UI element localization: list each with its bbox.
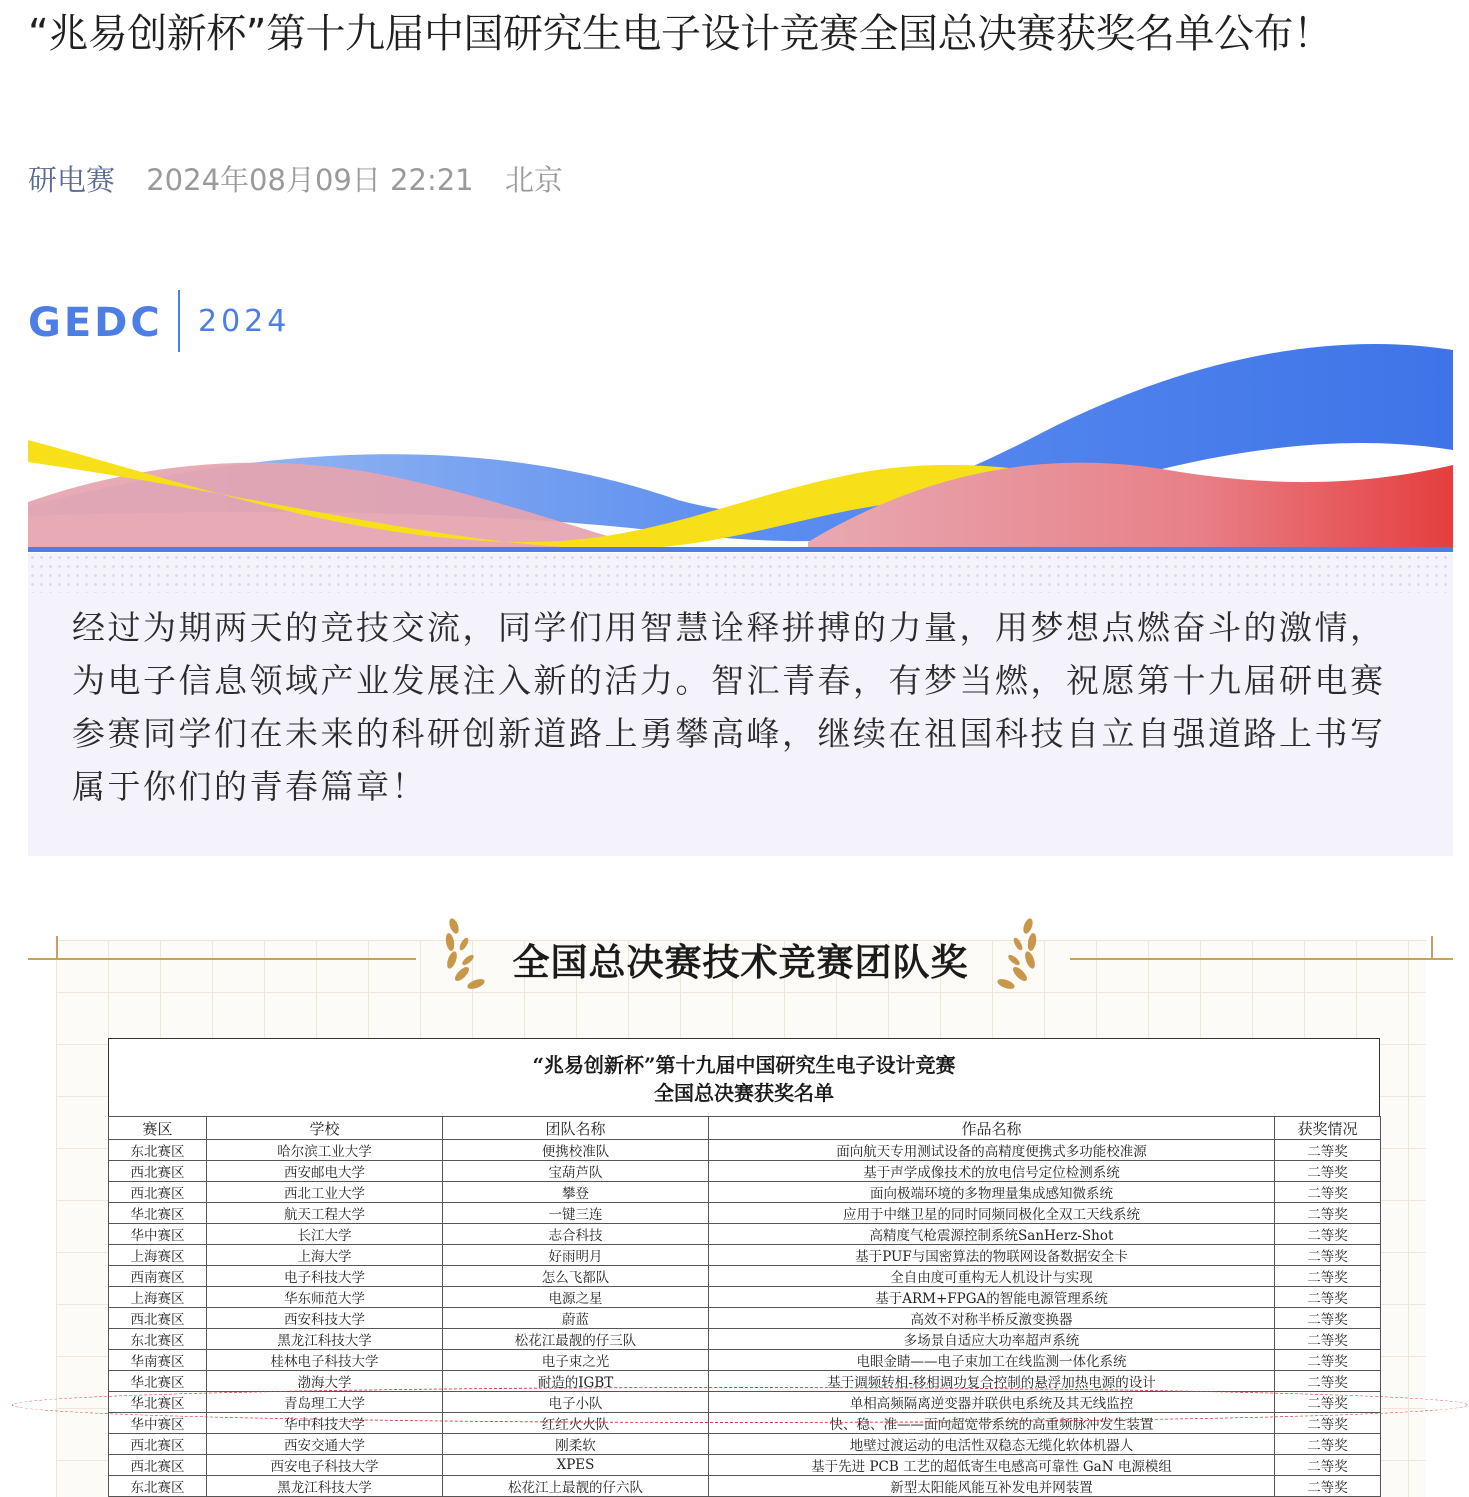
table-cell: 红红火火队	[443, 1413, 709, 1434]
article-title: “兆易创新杯”第十九届中国研究生电子设计竞赛全国总决赛获奖名单公布！	[28, 11, 1333, 57]
award-table	[108, 1116, 1381, 1497]
table-cell: 黑龙江科技大学	[207, 1476, 443, 1497]
table-cell: 志合科技	[443, 1224, 709, 1245]
table-cell: 西南赛区	[109, 1266, 207, 1287]
table-cell: 华中赛区	[109, 1224, 207, 1245]
table-cell: 上海大学	[207, 1245, 443, 1266]
table-cell: 华东师范大学	[207, 1287, 443, 1308]
table-cell: 应用于中继卫星的同时同频同极化全双工天线系统	[709, 1203, 1275, 1224]
table-cell: 基于声学成像技术的放电信号定位检测系统	[709, 1161, 1275, 1182]
table-cell: 上海赛区	[109, 1245, 207, 1266]
table-cell: 航天工程大学	[207, 1203, 443, 1224]
table-row	[109, 1287, 1381, 1308]
table-cell: 耐造的IGBT	[443, 1371, 709, 1392]
table-cell: 二等奖	[1275, 1434, 1381, 1455]
table-cell: 便携校准队	[443, 1140, 709, 1161]
table-cell: 黑龙江科技大学	[207, 1329, 443, 1350]
publish-date: 2024年08月09日 22:21	[146, 163, 474, 197]
publish-location: 北京	[504, 163, 563, 197]
table-cell: 西北赛区	[109, 1455, 207, 1476]
table-cell: 怎么飞都队	[443, 1266, 709, 1287]
table-row	[109, 1203, 1381, 1224]
table-cell: 长江大学	[207, 1224, 443, 1245]
table-cell: 二等奖	[1275, 1455, 1381, 1476]
table-cell: 基于ARM+FPGA的智能电源管理系统	[709, 1287, 1275, 1308]
intro-paragraph: 经过为期两天的竞技交流，同学们用智慧诠释拼搏的力量，用梦想点燃奋斗的激情，为电子信息领域产业发展注入新的活力。智汇青春，有梦当燃，祝愿第十九届研电赛参赛同学们在未来的科研创新道路上勇攀高峰，继续在祖国科技自立自强道路上书写属于你们的青春篇章！	[72, 608, 1386, 806]
table-cell: 二等奖	[1275, 1224, 1381, 1245]
table-cell: 松花江最靓的仔三队	[443, 1329, 709, 1350]
table-cell: 快、稳、准——面向超宽带系统的高重频脉冲发生装置	[709, 1413, 1275, 1434]
table-cell: 好雨明月	[443, 1245, 709, 1266]
banner-base-line	[28, 547, 1453, 552]
table-row	[109, 1413, 1381, 1434]
table-cell: 高效不对称半桥反激变换器	[709, 1308, 1275, 1329]
table-cell: 攀登	[443, 1182, 709, 1203]
table-cell: 哈尔滨工业大学	[207, 1140, 443, 1161]
table-cell: 华南赛区	[109, 1350, 207, 1371]
table-cell: 西安电子科技大学	[207, 1455, 443, 1476]
table-row	[109, 1434, 1381, 1455]
table-cell: 二等奖	[1275, 1245, 1381, 1266]
table-cell: 电眼金睛——电子束加工在线监测一体化系统	[709, 1350, 1275, 1371]
table-row	[109, 1245, 1381, 1266]
dot-pattern	[28, 553, 1453, 593]
table-cell: 华中赛区	[109, 1413, 207, 1434]
laurel-right-icon	[990, 918, 1042, 998]
table-cell: 东北赛区	[109, 1476, 207, 1497]
logo-divider	[178, 290, 180, 352]
table-cell: 电子科技大学	[207, 1266, 443, 1287]
gedc-banner	[28, 280, 1453, 555]
table-cell: 刚柔软	[443, 1434, 709, 1455]
column-header: 获奖情况	[1275, 1117, 1381, 1140]
table-row	[109, 1392, 1381, 1413]
table-cell: 松花江上最靓的仔六队	[443, 1476, 709, 1497]
table-row	[109, 1140, 1381, 1161]
gedc-year: 2024	[198, 304, 291, 339]
table-cell: 西北赛区	[109, 1434, 207, 1455]
table-cell: 二等奖	[1275, 1371, 1381, 1392]
table-cell: 面向极端环境的多物理量集成感知微系统	[709, 1182, 1275, 1203]
table-row	[109, 1329, 1381, 1350]
table-row	[109, 1182, 1381, 1203]
table-cell: 基于调频转相-移相调功复合控制的悬浮加热电源的设计	[709, 1371, 1275, 1392]
table-row	[109, 1266, 1381, 1287]
table-cell: 二等奖	[1275, 1287, 1381, 1308]
column-header: 赛区	[109, 1117, 207, 1140]
table-cell: 宝葫芦队	[443, 1161, 709, 1182]
table-cell: 青岛理工大学	[207, 1392, 443, 1413]
account-name-link[interactable]: 研电赛	[28, 163, 116, 197]
table-cell: 基于先进 PCB 工艺的超低寄生电感高可靠性 GaN 电源模组	[709, 1455, 1275, 1476]
column-header: 作品名称	[709, 1117, 1275, 1140]
table-cell: 华北赛区	[109, 1371, 207, 1392]
table-cell: 电子束之光	[443, 1350, 709, 1371]
table-cell: 单相高频隔离逆变器并联供电系统及其无线监控	[709, 1392, 1275, 1413]
table-cell: 华北赛区	[109, 1392, 207, 1413]
column-header: 团队名称	[443, 1117, 709, 1140]
table-cell: 华中科技大学	[207, 1413, 443, 1434]
table-row	[109, 1308, 1381, 1329]
table-cell: 上海赛区	[109, 1287, 207, 1308]
table-cell: 华北赛区	[109, 1203, 207, 1224]
table-cell: 蔚蓝	[443, 1308, 709, 1329]
document-title-line-1: “兆易创新杯”第十九届中国研究生电子设计竞赛	[532, 1053, 956, 1077]
table-cell: 桂林电子科技大学	[207, 1350, 443, 1371]
table-row	[109, 1455, 1381, 1476]
document-title-line-2: 全国总决赛获奖名单	[654, 1081, 834, 1105]
table-cell: 二等奖	[1275, 1266, 1381, 1287]
table-cell: 西安科技大学	[207, 1308, 443, 1329]
award-section	[28, 900, 1453, 1497]
table-cell: 二等奖	[1275, 1161, 1381, 1182]
table-cell: 二等奖	[1275, 1140, 1381, 1161]
table-cell: 西北赛区	[109, 1308, 207, 1329]
table-cell: 西安交通大学	[207, 1434, 443, 1455]
table-cell: 渤海大学	[207, 1371, 443, 1392]
table-row	[109, 1224, 1381, 1245]
table-cell: 西北赛区	[109, 1161, 207, 1182]
table-cell: 全自由度可重构无人机设计与实现	[709, 1266, 1275, 1287]
table-cell: 二等奖	[1275, 1392, 1381, 1413]
table-row	[109, 1350, 1381, 1371]
table-cell: XPES	[443, 1455, 709, 1476]
gedc-logo: GEDC	[28, 300, 163, 346]
intro-panel	[28, 553, 1453, 856]
table-cell: 电子小队	[443, 1392, 709, 1413]
table-cell: 二等奖	[1275, 1413, 1381, 1434]
table-cell: 西北工业大学	[207, 1182, 443, 1203]
table-cell: 面向航天专用测试设备的高精度便携式多功能校准源	[709, 1140, 1275, 1161]
table-cell: 二等奖	[1275, 1476, 1381, 1497]
table-cell: 二等奖	[1275, 1203, 1381, 1224]
column-header: 学校	[207, 1117, 443, 1140]
table-cell: 新型太阳能风能互补发电并网装置	[709, 1476, 1275, 1497]
table-cell: 西北赛区	[109, 1182, 207, 1203]
table-cell: 二等奖	[1275, 1350, 1381, 1371]
table-row	[109, 1161, 1381, 1182]
table-cell: 二等奖	[1275, 1182, 1381, 1203]
table-header-row	[109, 1117, 1381, 1140]
table-cell: 东北赛区	[109, 1329, 207, 1350]
award-document-image	[108, 1038, 1380, 1497]
table-row	[109, 1371, 1381, 1392]
table-cell: 多场景自适应大功率超声系统	[709, 1329, 1275, 1350]
table-cell: 二等奖	[1275, 1329, 1381, 1350]
table-cell: 东北赛区	[109, 1140, 207, 1161]
table-cell: 地壁过渡运动的电活性双稳态无缆化软体机器人	[709, 1434, 1275, 1455]
table-cell: 高精度气枪震源控制系统SanHerz-Shot	[709, 1224, 1275, 1245]
award-heading: 全国总决赛技术竞赛团队奖	[512, 941, 969, 984]
table-cell: 电源之星	[443, 1287, 709, 1308]
table-cell: 二等奖	[1275, 1308, 1381, 1329]
table-cell: 西安邮电大学	[207, 1161, 443, 1182]
table-row	[109, 1476, 1381, 1497]
table-cell: 基于PUF与国密算法的物联网设备数据安全卡	[709, 1245, 1275, 1266]
table-cell: 一键三连	[443, 1203, 709, 1224]
article-meta	[28, 160, 563, 200]
document-header	[108, 1038, 1380, 1117]
